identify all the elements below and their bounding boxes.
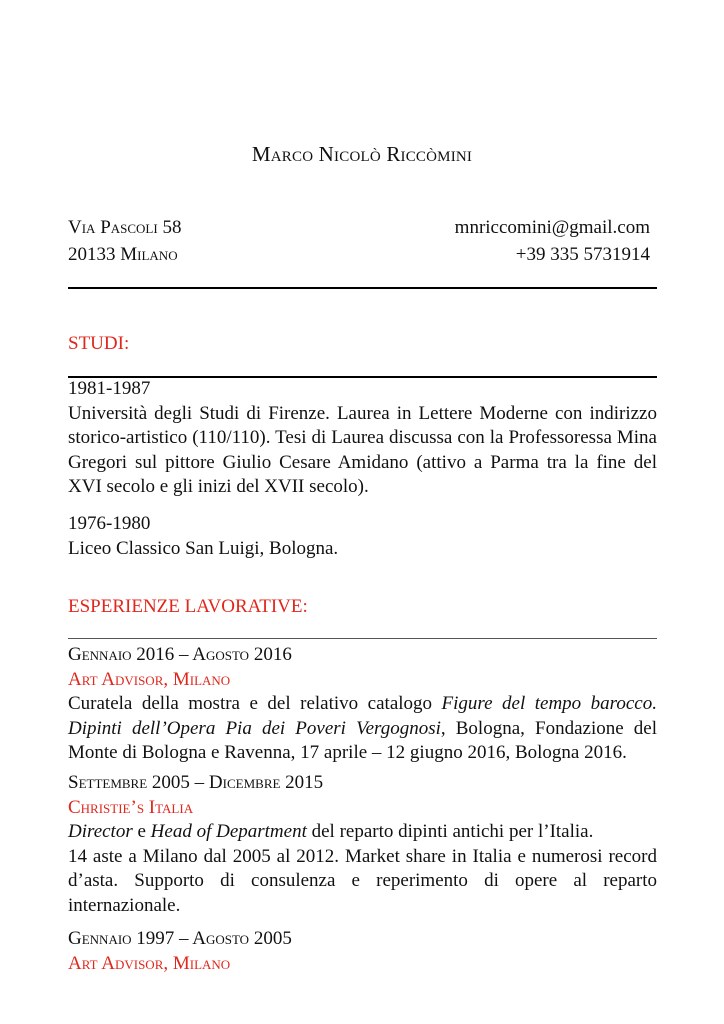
job-employer: Art Advisor, Milano — [68, 668, 231, 690]
job-entry — [68, 927, 657, 976]
studi-text: Università degli Studi di Firenze. Laurea in Lettere Moderne con indirizzo storico-artistico (110/110). Tesi di Laurea discussa con la Professoressa Mina Gregori sul pittore Giulio Cesare Amidano (attivo a Parma tra la fine del XVI secolo e gli inizi del XVII secolo). — [68, 402, 657, 497]
header-divider — [68, 287, 657, 289]
studi-text: Liceo Classico San Luigi, Bologna. — [68, 537, 339, 559]
studi-entry-university — [68, 377, 657, 500]
job-period: Gennaio 1997 – Agosto 2005 — [68, 928, 292, 949]
job-entry — [68, 771, 657, 918]
cv-name: Marco Nicolò Riccòmini — [251, 142, 473, 166]
section-title-esperienze: ESPERIENZE LAVORATIVE: — [68, 596, 308, 617]
job-employer: Art Advisor, Milano — [68, 952, 231, 974]
job-description: 14 aste a Milano dal 2005 al 2012. Market share in Italia e numerosi record d’asta. Supporto di consulenza e reperimento di opere al reparto internazionale. — [68, 845, 657, 916]
section-title-studi: STUDI: — [68, 333, 130, 354]
job-role: Director e Head of Department del reparto dipinti antichi per l’Italia. — [68, 821, 594, 842]
job-period: Gennaio 2016 – Agosto 2016 — [68, 644, 292, 665]
job-entry — [68, 643, 657, 766]
job-employer: Christie’s Italia — [68, 796, 194, 818]
address-city: 20133 Milano — [68, 244, 178, 265]
contact-row-2 — [68, 241, 650, 268]
studi-years: 1981-1987 — [68, 378, 151, 399]
job-period: Settembre 2005 – Dicembre 2015 — [68, 772, 324, 793]
address-street: Via Pascoli 58 — [68, 217, 182, 238]
contact-block — [68, 214, 650, 268]
contact-row-1 — [68, 214, 650, 241]
phone[interactable]: +39 335 5731914 — [515, 244, 650, 265]
email[interactable]: mnriccomini@gmail.com — [454, 217, 650, 238]
job-description: Curatela della mostra e del relativo catalogo Figure del tempo barocco. Dipinti dell’Opera Pia dei Poveri Vergognosi, Bologna, Fondazione del Monte di Bologna e Ravenna, 17 aprile – 12 giugno 2016, Bologna 2016. — [68, 693, 657, 763]
studi-entry-liceo — [68, 512, 657, 561]
esperienze-divider — [68, 638, 657, 639]
studi-years: 1976-1980 — [68, 513, 151, 534]
